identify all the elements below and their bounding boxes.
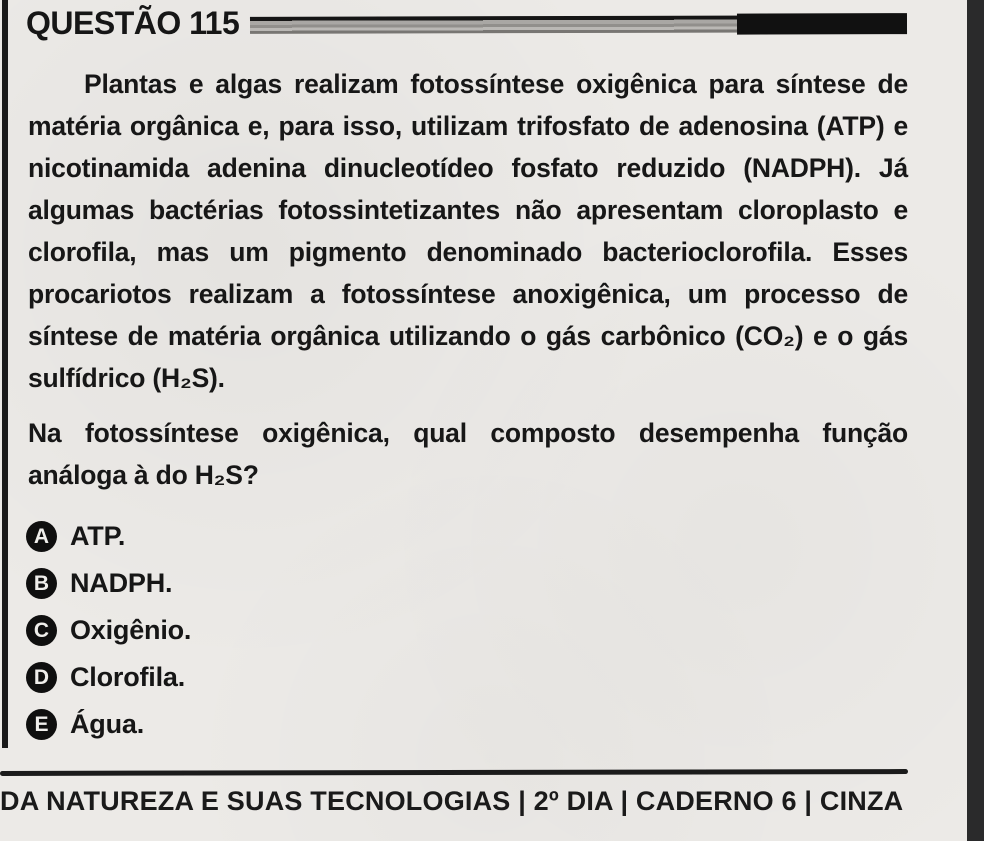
exam-section-footer: DA NATUREZA E SUAS TECNOLOGIAS | 2º DIA | CADERNO 6 | CINZA xyxy=(0,786,904,816)
option-letter-badge: C xyxy=(26,615,57,646)
option-label: NADPH. xyxy=(70,568,173,598)
answer-options-list xyxy=(26,513,726,748)
answer-option-b xyxy=(26,560,726,607)
answer-option-d xyxy=(26,654,726,701)
header-divider-rule xyxy=(250,15,907,34)
footer-divider-rule xyxy=(0,769,908,776)
answer-option-c xyxy=(26,607,726,654)
question-stem: Na fotossíntese oxigênica, qual composto desempenha função análoga à do H₂S? xyxy=(28,418,908,490)
header-divider-end-cap xyxy=(737,13,907,34)
option-label: Água. xyxy=(70,709,145,739)
question-context-paragraph: Plantas e algas realizam fotossíntese oxigênica para síntese de matéria orgânica e, para isso, utilizam trifosfato de adenosina (ATP) e nicotinamida adenina dinucleotídeo fosfato reduzido (NADPH). Já algumas bactérias fotossintetizantes não apresentam cloroplasto e clorofila, mas um pigmento denominado bacterioclorofila. Esses procariotos realizam a fotossíntese anoxigênica, um processo de síntese de matéria orgânica utilizando o gás carbônico (CO₂) e o gás sulfídrico (H₂S). xyxy=(28,69,908,393)
option-letter-badge: E xyxy=(26,709,57,740)
option-letter-badge: A xyxy=(26,521,57,552)
question-number-heading: QUESTÃO 115 xyxy=(26,5,240,41)
answer-option-a xyxy=(26,513,726,560)
option-label: Clorofila. xyxy=(70,662,186,692)
option-letter-badge: B xyxy=(26,568,57,599)
left-margin-rule xyxy=(2,0,8,748)
option-label: Oxigênio. xyxy=(70,615,192,645)
scan-edge-band xyxy=(967,0,984,841)
option-letter-badge: D xyxy=(26,662,57,693)
option-label: ATP. xyxy=(70,521,126,551)
answer-option-e xyxy=(26,701,726,748)
